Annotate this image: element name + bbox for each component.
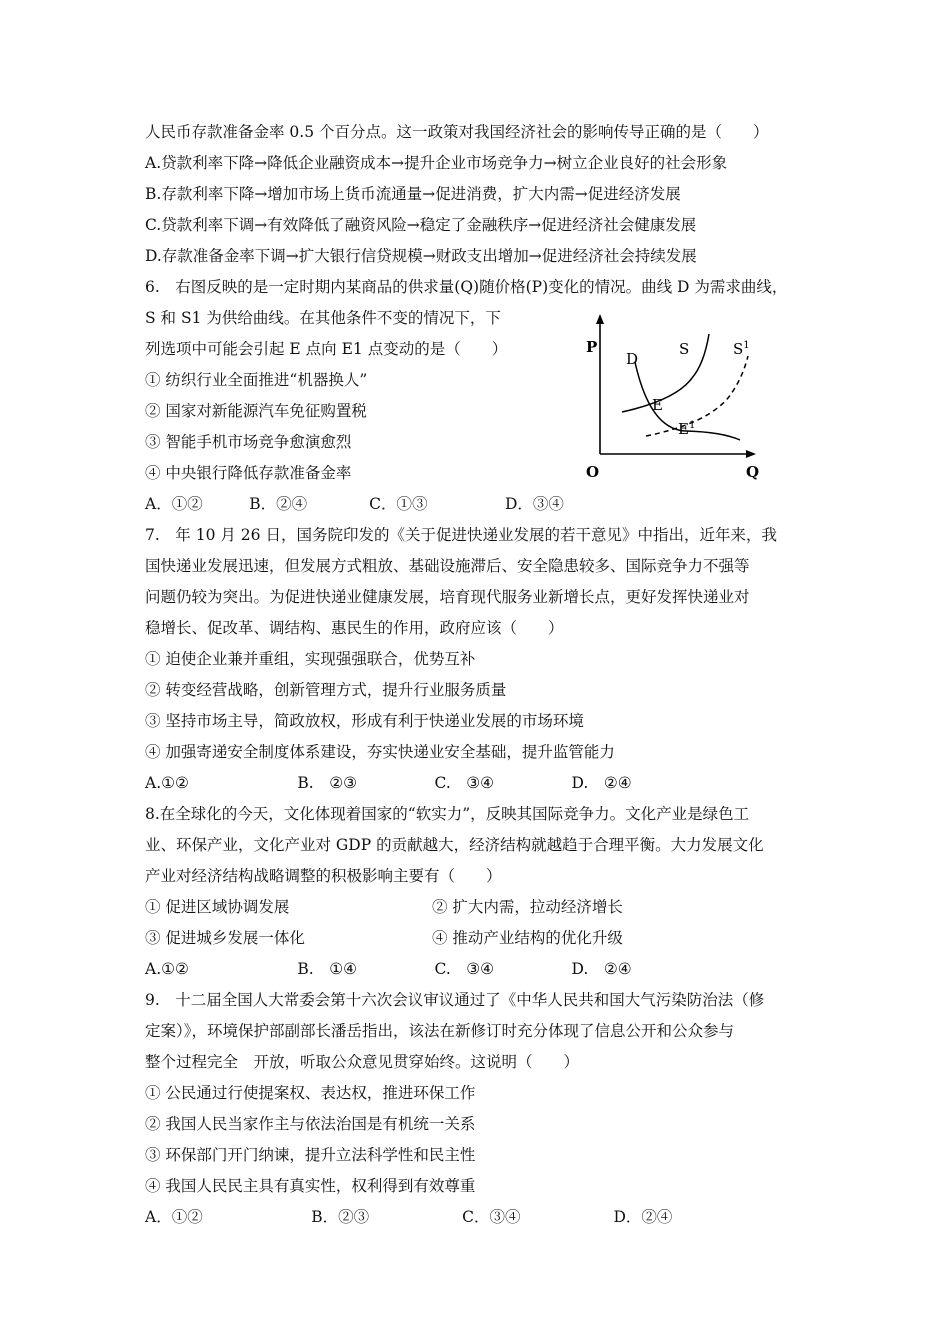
q6-item-1: ① 纺织行业全面推进“机器换人” [145,371,368,389]
q6-answer-choices: A．①② B．②④ C．①③ D．③④ [145,495,564,513]
supply-curve-s [622,334,709,412]
q8-item-1: ① 促进区域协调发展 [145,898,290,916]
q9-stem-line-3: 整个过程完全 开放，听取公众意见贯穿始终。这说明（ ） [145,1053,580,1071]
curve-label-d: D [626,350,639,368]
q6-item-4: ④ 中央银行降低存款准备金率 [145,464,352,482]
q6-item-3: ③ 智能手机市场竞争愈演愈烈 [145,433,352,451]
q5-option-d: D.存款准备金率下调→扩大银行信贷规模→财政支出增加→促进经济社会持续发展 [145,247,697,265]
origin-label: O [586,463,600,481]
q9-item-3: ③ 环保部门开门纳谏，提升立法科学性和民主性 [145,1146,476,1164]
q7-answer-choices: A.①② B. ②③ C. ③④ D. ②④ [145,774,632,792]
q7-stem-line-3: 问题仍较为突出。为促进快递业健康发展，培育现代服务业新增长点，更好发挥快递业对 [145,588,750,606]
axis-label-p: P [586,338,598,356]
supply-demand-graph [578,312,768,487]
q5-intro: 人民币存款准备金率 0.5 个百分点。这一政策对我国经济社会的影响传导正确的是（ ） [145,123,769,141]
q7-stem-line-4: 稳增长、促改革、调结构、惠民生的作用，政府应该（ ） [145,619,564,637]
q9-item-1: ① 公民通过行使提案权、表达权，推进环保工作 [145,1084,476,1102]
q6-stem-line-1: 6. 右图反映的是一定时期内某商品的供求量(Q)随价格(P)变化的情况。曲线 D 为需求曲线， [145,278,788,296]
q9-answer-choices: A．①② B．②③ C．③④ D．②④ [145,1208,673,1226]
curve-label-s1: $S^1$ [733,340,750,358]
q9-stem-line-2: 定案）》，环境保护部副部长潘岳指出，该法在新修订时充分体现了信息公开和公众参与 [145,1022,735,1040]
axis-label-q: Q [746,463,760,481]
q5-option-b: B.存款利率下降→增加市场上货币流通量→促进消费，扩大内需→促进经济发展 [145,185,681,203]
q7-item-3: ③ 坚持市场主导，简政放权，形成有利于快递业发展的市场环境 [145,712,584,730]
q8-stem-line-3: 产业对经济结构战略调整的积极影响主要有（ ） [145,867,502,885]
q8-item-3: ③ 促进城乡发展一体化 [145,929,305,947]
q9-item-2: ② 我国人民当家作主与依法治国是有机统一关系 [145,1115,476,1133]
point-label-e1: $E^1$ [678,420,696,438]
curve-label-s: S [679,340,690,358]
q7-item-1: ① 迫使企业兼并重组，实现强强联合，优势互补 [145,650,476,668]
q5-option-c: C.贷款利率下调→有效降低了融资风险→稳定了金融秩序→促进经济社会健康发展 [145,216,697,234]
q6-item-2: ② 国家对新能源汽车免征购置税 [145,402,367,420]
q5-option-a: A.贷款利率下降→降低企业融资成本→提升企业市场竞争力→树立企业良好的社会形象 [145,154,728,172]
q8-answer-choices: A.①② B. ①④ C. ③④ D. ②④ [145,960,632,978]
q8-item-2: ② 扩大内需，拉动经济增长 [432,898,623,916]
q6-stem-line-2: S 和 S1 为供给曲线。在其他条件不变的情况下，下 [145,309,501,327]
q7-stem-line-2: 国快递业发展迅速，但发展方式粗放、基础设施滞后、安全隐患较多、国际竞争力不强等 [145,557,750,575]
q8-stem-line-2: 业、环保产业，文化产业对 GDP 的贡献越大，经济结构就越趋于合理平衡。大力发展文化 [145,836,764,854]
q7-stem-line-1: 7. 年 10 月 26 日，国务院印发的《关于促进快递业发展的若干意见》中指出，近年来，我 [145,526,777,544]
q9-item-4: ④ 我国人民民主具有真实性，权利得到有效尊重 [145,1177,476,1195]
point-label-e: E [652,396,663,414]
q7-item-4: ④ 加强寄递安全制度体系建设，夯实快递业安全基础，提升监管能力 [145,743,615,761]
q8-item-4: ④ 推动产业结构的优化升级 [432,929,623,947]
q9-stem-line-1: 9. 十二届全国人大常委会第十六次会议审议通过了《中华人民共和国大气污染防治法（修 [145,991,765,1009]
q6-stem-line-3: 列选项中可能会引起 E 点向 E1 点变动的是（ ） [145,340,508,358]
q7-item-2: ② 转变经营战略，创新管理方式，提升行业服务质量 [145,681,507,699]
q8-stem-line-1: 8.在全球化的今天，文化体现着国家的“软实力”，反映其国际竞争力。文化产业是绿色工 [145,805,750,823]
